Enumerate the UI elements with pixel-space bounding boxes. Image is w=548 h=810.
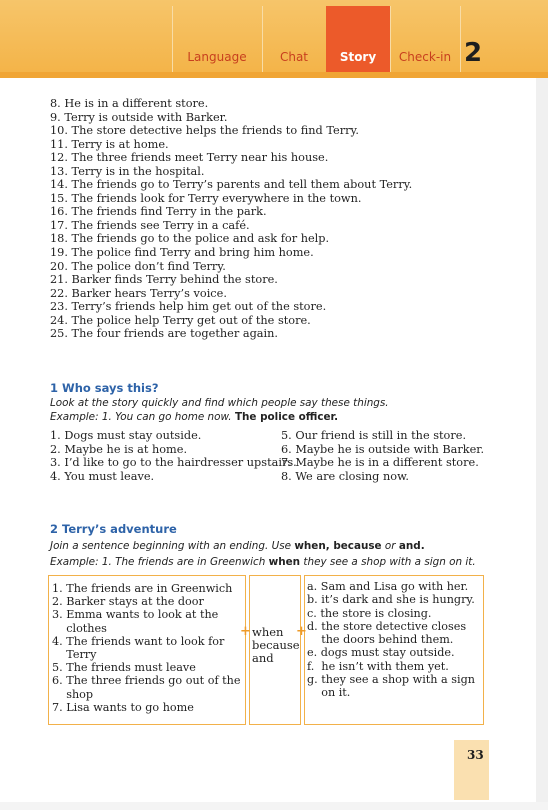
list-item: g. they see a shop with a sign	[307, 673, 475, 687]
header-strip	[0, 72, 548, 78]
list-item: 2. Barker stays at the door	[52, 595, 204, 609]
list-item: 22. Barker hears Terry’s voice.	[50, 286, 227, 300]
connector-word: because	[252, 638, 300, 653]
list-item: 15. The friends look for Terry everywhere in the town.	[50, 191, 362, 205]
list-item: 4. You must leave.	[50, 469, 155, 483]
list-item: 1. Dogs must stay outside.	[50, 429, 202, 442]
list-item: 6. Maybe he is outside with Barker.	[281, 442, 485, 456]
instruction-text: or	[384, 540, 396, 552]
tab-story[interactable]: Story	[326, 6, 390, 72]
exercise1-title: 1 Who says this?	[50, 381, 159, 395]
endings-list	[307, 580, 475, 700]
page-number: 33	[467, 748, 484, 762]
exercise1-right-items	[281, 429, 484, 483]
list-item: 16. The friends find Terry in the park.	[50, 205, 267, 219]
instruction-word: when, because	[294, 540, 382, 552]
list-item: 5. Our friend is still in the store.	[281, 429, 467, 442]
chapter-number: 2	[464, 38, 483, 68]
connector-word: when	[252, 625, 284, 639]
tab-language[interactable]: Language	[187, 50, 247, 64]
list-item: 10. The store detective helps the friends to find Terry.	[50, 124, 359, 138]
list-item: 17. The friends see Terry in a café.	[50, 218, 250, 232]
list-item: 18. The friends go to the police and ask for help.	[50, 232, 330, 246]
list-item: Terry	[52, 648, 97, 662]
example-text: they see a shop with a sign on it.	[303, 556, 476, 568]
list-item: 8. He is in a different store.	[50, 97, 209, 110]
list-item: 21. Barker finds Terry behind the store.	[50, 273, 278, 287]
list-item: clothes	[52, 621, 107, 635]
list-item: the doors behind them.	[307, 633, 454, 647]
exercise1-left-items	[50, 429, 297, 483]
list-item: 1. The friends are in Greenwich	[52, 582, 233, 595]
example-text: Example: 1. The friends are in Greenwich	[50, 556, 266, 568]
story-statement-list	[50, 97, 412, 341]
list-item: 5. The friends must leave	[52, 661, 196, 675]
example-text: Example: 1. You can go home now.	[50, 411, 232, 423]
list-item: 4. The friends want to look for	[52, 634, 225, 648]
exercise2-instruction	[50, 540, 425, 552]
list-item: 9. Terry is outside with Barker.	[50, 110, 228, 124]
page-margin	[536, 78, 548, 810]
list-item: e. dogs must stay outside.	[307, 646, 455, 660]
list-item: 24. The police help Terry get out of the store.	[50, 313, 311, 327]
exercise1-instruction: Look at the story quickly and find which people say these things.	[50, 397, 389, 409]
instruction-text: Join a sentence beginning with an ending. Use	[50, 540, 291, 552]
list-item: 6. The three friends go out of the	[52, 674, 241, 688]
list-item: b. it’s dark and she is hungry.	[307, 593, 475, 607]
list-item: 11. Terry is at home.	[50, 137, 169, 151]
list-item: 3. I’d like to go to the hairdresser upstairs.	[50, 456, 297, 470]
list-item: a. Sam and Lisa go with her.	[307, 580, 469, 593]
tab-check-in[interactable]: Check-in	[398, 50, 452, 64]
plus-icon: +	[296, 624, 307, 639]
example-connector: when	[268, 556, 301, 568]
list-item: d. the store detective closes	[307, 619, 467, 633]
list-item: 19. The police find Terry and bring him home.	[50, 246, 314, 260]
exercise1-example	[50, 411, 338, 423]
list-item: 7. Lisa wants to go home	[52, 700, 194, 714]
list-item: 14. The friends go to Terry’s parents and tell them about Terry.	[50, 178, 413, 192]
list-item: shop	[52, 687, 94, 701]
list-item: 23. Terry’s friends help him get out of the store.	[50, 300, 327, 314]
list-item: 2. Maybe he is at home.	[50, 442, 188, 456]
list-item: 25. The four friends are together again.	[50, 327, 279, 341]
list-item: 13. Terry is in the hospital.	[50, 164, 205, 178]
list-item: 3. Emma wants to look at the	[52, 608, 219, 622]
tab-chat[interactable]: Chat	[279, 50, 309, 64]
connectors-list	[252, 626, 300, 666]
list-item: on it.	[307, 686, 351, 700]
beginnings-list	[52, 582, 240, 714]
instruction-word: and.	[398, 540, 425, 552]
tab-divider	[460, 6, 461, 72]
connector-word: and	[252, 651, 274, 666]
example-answer: The police officer.	[234, 411, 339, 423]
list-item: 8. We are closing now.	[281, 469, 409, 483]
list-item: 20. The police don’t find Terry.	[50, 259, 226, 273]
list-item: f. he isn’t with them yet.	[307, 659, 449, 673]
list-item: c. the store is closing.	[307, 606, 432, 620]
exercise2-example	[50, 556, 476, 568]
bottom-band	[0, 802, 548, 810]
exercise2-title: 2 Terry’s adventure	[50, 522, 177, 536]
plus-icon: +	[240, 624, 251, 639]
list-item: 12. The three friends meet Terry near his house.	[50, 151, 329, 165]
list-item: 7. Maybe he is in a different store.	[281, 456, 479, 470]
